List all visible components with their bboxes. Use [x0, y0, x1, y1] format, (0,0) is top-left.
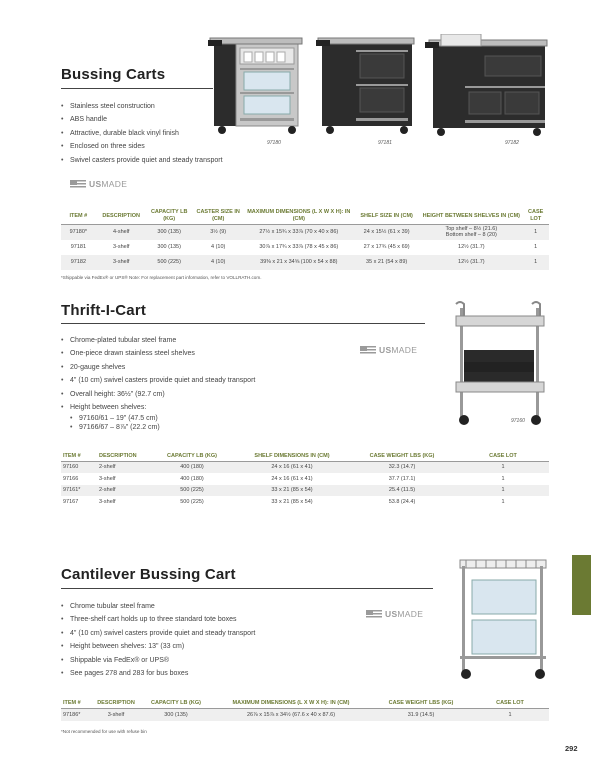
column-header: CAPACITY LB (KG) — [147, 208, 192, 225]
thrift-title-rule — [61, 323, 425, 324]
column-header: ITEM # — [61, 208, 96, 225]
table-cell: 4-shelf — [96, 225, 147, 240]
flag-icon — [70, 180, 86, 189]
list-item: • Enclosed on three sides — [61, 140, 223, 153]
cart-97180-image — [208, 36, 304, 136]
table-cell: 97160 — [61, 462, 97, 474]
table-cell: 3-shelf — [99, 498, 116, 505]
bussing-title-rule — [61, 88, 213, 89]
list-item: • Chrome tubular steel frame — [61, 600, 255, 613]
table-cell: 12½ (31.7) — [420, 255, 522, 270]
cart-97186-image — [452, 554, 552, 684]
table-cell: 4 (10) — [210, 243, 226, 250]
table-cell: 24 x 16 (61 x 41) — [271, 475, 313, 482]
list-item: • Swivel casters provide quiet and steady transport — [61, 154, 223, 167]
table-cell: 97166 — [63, 475, 79, 482]
list-item: • Attractive, durable black vinyl finish — [61, 127, 223, 140]
thrift-spec-table — [61, 452, 549, 508]
column-header: CASE LOT — [522, 208, 549, 225]
image-label: 97182 — [505, 140, 519, 146]
table-cell: 1 — [457, 462, 549, 474]
table-cell: 24 x 16 (61 x 41) — [237, 462, 347, 474]
list-item: • 97166/67 – 8⅞" (22.2 cm) — [70, 423, 255, 432]
cart-97181-image — [316, 36, 416, 136]
column-header: ITEM # — [61, 699, 91, 709]
table-cell: 300 (135) — [147, 225, 192, 240]
flag-icon — [360, 346, 376, 355]
cantilever-spec-table — [61, 699, 549, 721]
list-item: • 97160/61 – 19" (47.5 cm) — [70, 414, 255, 423]
list-item: • Three-shelf cart holds up to three standard tote boxes — [61, 613, 255, 626]
column-header: HEIGHT BETWEEN SHELVES IN (CM) — [420, 208, 522, 225]
table-cell: 3-shelf — [96, 255, 147, 270]
table-cell: 300 (135) — [141, 709, 211, 721]
us-made-logo: USMADE — [366, 609, 423, 619]
table-cell: 35 x 21 (54 x 89) — [353, 255, 420, 270]
table-row — [61, 709, 549, 721]
table-cell: 3½ (9) — [192, 225, 245, 240]
table-cell: 39⅜ x 21 x 34⅝ (100 x 54 x 88) — [245, 255, 353, 270]
image-label: 97180 — [267, 140, 281, 146]
table-cell: 33 x 21 (85 x 54) — [237, 485, 347, 497]
list-item: • See pages 278 and 283 for bus boxes — [61, 667, 255, 680]
table-cell: 97181 — [70, 243, 86, 250]
table-cell: 37.7 (17.1) — [388, 475, 416, 482]
column-header: DESCRIPTION — [97, 452, 147, 462]
column-header: SHELF DIMENSIONS IN (CM) — [237, 452, 347, 462]
cart-97160-image — [450, 300, 550, 430]
table-cell: 32.3 (14.7) — [347, 462, 457, 474]
table-cell: 53.8 (24.4) — [388, 498, 416, 505]
table-cell: 97182 — [61, 255, 96, 270]
table-cell: 30⅞ x 17¾ x 33⅞ (78 x 45 x 86) — [259, 243, 339, 250]
cantilever-title: Cantilever Bussing Cart — [61, 566, 236, 583]
table-cell: 25.4 (11.5) — [347, 485, 457, 497]
column-header: CAPACITY LB (KG) — [141, 699, 211, 709]
column-header: SHELF SIZE IN (CM) — [353, 208, 420, 225]
column-header: CASE LOT — [457, 452, 549, 462]
table-row — [61, 255, 549, 270]
column-header: ITEM # — [61, 452, 97, 462]
table-cell: 97180* — [61, 225, 96, 240]
image-label: 97181 — [378, 140, 392, 146]
table-cell: 1 — [522, 255, 549, 270]
table-cell: 24 x 15½ (61 x 39) — [353, 225, 420, 240]
bussing-footnote: *Shippable via FedEx® or UPS® Note: For replacement part information, refer to VOLLRATH.com. — [61, 275, 262, 280]
column-header: CASE LOT — [471, 699, 549, 709]
page-number: 292 — [565, 744, 578, 753]
table-cell: 2-shelf — [97, 462, 147, 474]
bussing-title: Bussing Carts — [61, 66, 166, 83]
table-cell: 1 — [522, 225, 549, 240]
table-row — [61, 462, 549, 474]
list-item: • 4" (10 cm) swivel casters provide quiet and steady transport — [61, 627, 255, 640]
table-cell: 1 — [501, 498, 505, 505]
table-cell: 300 (135) — [157, 243, 181, 250]
table-cell: 400 (180) — [180, 475, 204, 482]
table-row — [61, 473, 549, 485]
table-cell: 1 — [457, 485, 549, 497]
list-item: • Stainless steel construction — [61, 100, 223, 113]
cantilever-title-rule — [61, 588, 433, 589]
table-cell: 27 x 17¾ (45 x 69) — [363, 243, 410, 250]
table-cell: 2-shelf — [97, 485, 147, 497]
table-cell: 3-shelf — [99, 475, 116, 482]
column-header: CASTER SIZE IN (CM) — [192, 208, 245, 225]
list-item: • Height between shelves: • 97160/61 – 19" (47.5 cm) • 97166/67 – 8⅞" (22.2 cm) — [61, 401, 255, 432]
column-header: MAXIMUM DIMENSIONS (L X W X H): IN (CM) — [245, 208, 353, 225]
list-item: • Overall height: 36½" (92.7 cm) — [61, 388, 255, 401]
column-header: CASE WEIGHT LBS (KG) — [347, 452, 457, 462]
table-cell: 4 (10) — [192, 255, 245, 270]
table-cell: 27½ x 15¾ x 33⅞ (70 x 40 x 86) — [245, 225, 353, 240]
table-cell: 1 — [534, 243, 538, 250]
cantilever-footnote: *Not recommended for use with refuse bin — [61, 729, 147, 734]
flag-icon — [366, 610, 382, 619]
list-item: • 4" (10 cm) swivel casters provide quiet and steady transport — [61, 374, 255, 387]
column-header: CAPACITY LB (KG) — [147, 452, 237, 462]
image-label: 97160 — [511, 418, 525, 424]
table-cell: 33 x 21 (85 x 54) — [271, 498, 313, 505]
thrift-title: Thrift-I-Cart — [61, 302, 147, 319]
table-cell: 97167 — [63, 498, 79, 505]
table-cell: 3-shelf — [112, 243, 130, 250]
us-made-logo: USMADE — [70, 179, 127, 189]
table-cell: 500 (225) — [180, 498, 204, 505]
table-cell: 26⅞ x 15⅞ x 34½ (67.6 x 40 x 87.6) — [211, 709, 371, 721]
table-cell: 12½ (31.7) — [458, 243, 485, 250]
table-cell: 1 — [501, 475, 505, 482]
table-cell: 3-shelf — [91, 709, 141, 721]
column-header: MAXIMUM DIMENSIONS (L X W X H): IN (CM) — [211, 699, 371, 709]
list-item: • ABS handle — [61, 113, 223, 126]
table-cell: Top shelf – 8½ (21.6) Bottom shelf – 8 (20) — [420, 225, 522, 240]
list-item: • Chrome-plated tubular steel frame — [61, 334, 255, 347]
table-row — [61, 225, 549, 240]
section-tab — [572, 555, 591, 615]
table-row — [61, 496, 549, 508]
table-cell: 31.9 (14.5) — [371, 709, 471, 721]
bussing-spec-table — [61, 208, 549, 270]
list-item: • Shippable via FedEx® or UPS® — [61, 654, 255, 667]
sub-list — [70, 414, 255, 432]
us-made-logo: USMADE — [360, 345, 417, 355]
column-header: DESCRIPTION — [91, 699, 141, 709]
list-item: • Height between shelves: 13" (33 cm) — [61, 640, 255, 653]
cart-97182-image — [425, 34, 549, 138]
thrift-feature-list — [61, 334, 255, 432]
list-item: • 20-gauge shelves — [61, 361, 255, 374]
table-cell: 500 (225) — [147, 255, 192, 270]
bussing-feature-list — [61, 100, 223, 167]
list-item: • One-piece drawn stainless steel shelves — [61, 347, 255, 360]
table-cell: 97186* — [61, 709, 91, 721]
table-cell: 97161* — [61, 485, 97, 497]
column-header: CASE WEIGHT LBS (KG) — [371, 699, 471, 709]
cantilever-feature-list — [61, 600, 255, 680]
table-row — [61, 240, 549, 255]
table-cell: 1 — [471, 709, 549, 721]
column-header: DESCRIPTION — [96, 208, 147, 225]
table-cell: 500 (225) — [147, 485, 237, 497]
table-cell: 400 (180) — [147, 462, 237, 474]
table-row — [61, 485, 549, 497]
